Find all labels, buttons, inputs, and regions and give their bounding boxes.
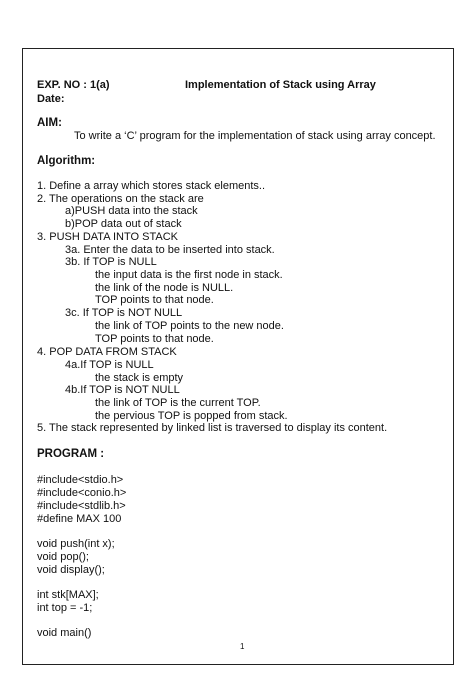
algorithm-line: 3a. Enter the data to be inserted into stack.	[65, 244, 275, 256]
algorithm-heading: Algorithm:	[37, 155, 96, 167]
code-line: #include<stdio.h>	[37, 474, 124, 486]
algorithm-line: 3b. If TOP is NULL	[65, 256, 157, 268]
algorithm-line: TOP points to that node.	[95, 294, 214, 306]
aim-text: To write a ‘C’ program for the implementation of stack using array concept.	[74, 130, 436, 142]
code-line: void pop();	[37, 551, 89, 563]
algorithm-line: 5. The stack represented by linked list is traversed to display its content.	[37, 422, 388, 434]
code-line: void push(int x);	[37, 538, 115, 550]
algorithm-line: the link of the node is NULL.	[95, 282, 234, 294]
code-line: int top = -1;	[37, 602, 93, 614]
program-heading: PROGRAM :	[37, 448, 105, 460]
date-label: Date:	[37, 93, 65, 105]
algorithm-line: the pervious TOP is popped from stack.	[95, 410, 288, 422]
algorithm-line: a)PUSH data into the stack	[65, 205, 198, 217]
algorithm-line: 3. PUSH DATA INTO STACK	[37, 231, 178, 243]
code-line: #include<conio.h>	[37, 487, 127, 499]
algorithm-line: 2. The operations on the stack are	[37, 193, 204, 205]
algorithm-line: the input data is the first node in stack.	[95, 269, 283, 281]
code-line: #include<stdlib.h>	[37, 500, 126, 512]
algorithm-line: 1. Define a array which stores stack elements..	[37, 180, 266, 192]
algorithm-line: the stack is empty	[95, 372, 184, 384]
algorithm-line: TOP points to that node.	[95, 333, 214, 345]
experiment-number: EXP. NO : 1(a)	[37, 79, 110, 91]
algorithm-line: the link of TOP is the current TOP.	[95, 397, 261, 409]
algorithm-line: the link of TOP points to the new node.	[95, 320, 284, 332]
algorithm-line: 4b.If TOP is NOT NULL	[65, 384, 180, 396]
algorithm-line: 4. POP DATA FROM STACK	[37, 346, 177, 358]
aim-heading: AIM:	[37, 117, 62, 129]
code-line: #define MAX 100	[37, 513, 122, 525]
code-line: void display();	[37, 564, 105, 576]
code-line: void main()	[37, 627, 92, 639]
code-line: int stk[MAX];	[37, 589, 99, 601]
page-number: 1	[240, 642, 245, 651]
algorithm-line: 4a.If TOP is NULL	[65, 359, 154, 371]
page-title: Implementation of Stack using Array	[185, 79, 376, 91]
algorithm-line: 3c. If TOP is NOT NULL	[65, 307, 183, 319]
algorithm-line: b)POP data out of stack	[65, 218, 182, 230]
